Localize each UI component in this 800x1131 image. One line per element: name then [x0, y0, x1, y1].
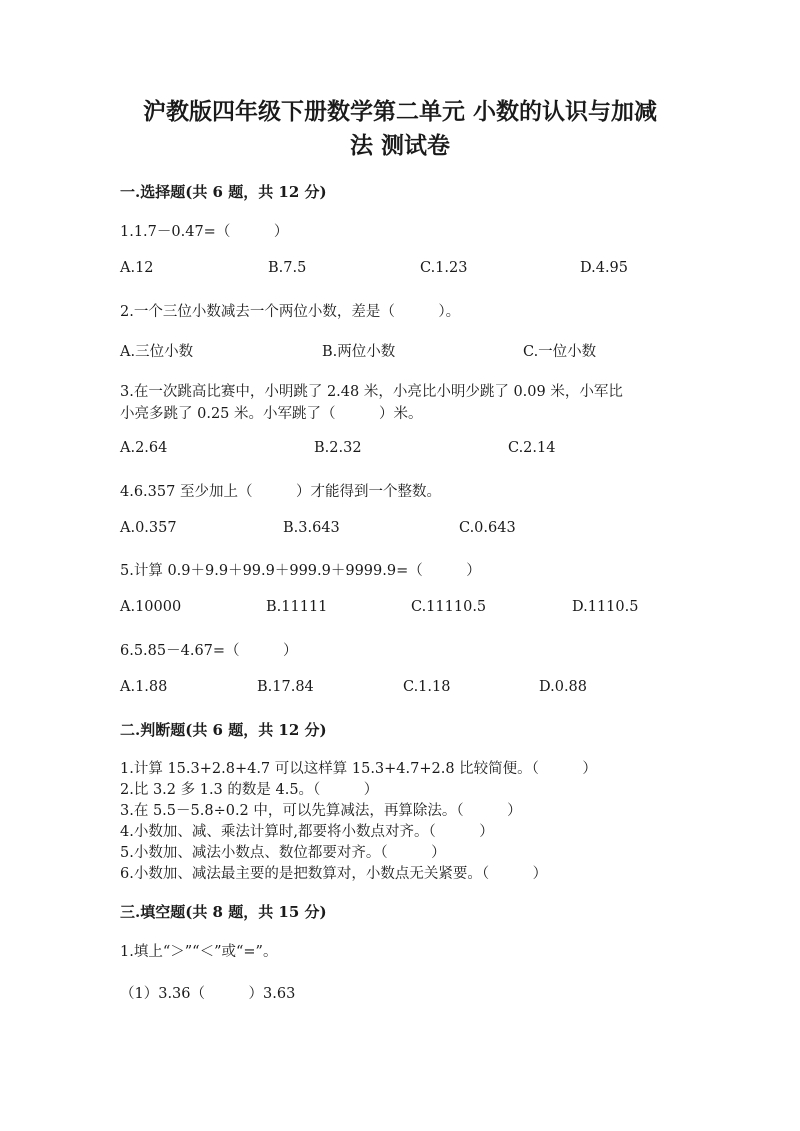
option-c: C.1.18 — [403, 679, 451, 695]
judgment-item: 3.在 5.5－5.8÷0.2 中，可以先算减法，再算除法。（ ） — [120, 803, 522, 819]
document-title-line1: 沪教版四年级下册数学第二单元 小数的认识与加减 — [142, 98, 657, 125]
option-d: D.0.88 — [539, 679, 588, 695]
option-c: C.一位小数 — [523, 344, 597, 360]
question-stem: 6.5.85－4.67=（ ） — [120, 643, 298, 659]
option-a: A.12 — [120, 260, 154, 276]
option-b: B.2.32 — [314, 440, 362, 456]
question-stem-continued: 小亮多跳了 0.25 米。小军跳了（ ）米。 — [120, 406, 423, 422]
sub-question: （1）3.36（ ）3.63 — [120, 986, 296, 1002]
section-heading-true-false: 二.判断题(共 6 题，共 12 分) — [120, 721, 327, 739]
option-a: A.0.357 — [120, 520, 177, 536]
option-a: A.2.64 — [120, 440, 168, 456]
judgment-item: 5.小数加、减法小数点、数位都要对齐。（ ） — [120, 845, 446, 861]
option-b: B.17.84 — [257, 679, 314, 695]
option-c: C.1.23 — [420, 260, 468, 276]
option-b: B.11111 — [266, 599, 328, 615]
judgment-item: 2.比 3.2 多 1.3 的数是 4.5。（ ） — [120, 782, 379, 798]
option-c: C.2.14 — [508, 440, 556, 456]
question-stem: 1.1.7－0.47=（ ） — [120, 224, 289, 240]
option-a: A.10000 — [120, 599, 182, 615]
document-title-line2: 法 测试卷 — [349, 132, 450, 159]
option-d: D.4.95 — [580, 260, 629, 276]
option-d: D.1110.5 — [572, 599, 639, 615]
question-stem: 2.一个三位小数减去一个两位小数，差是（ ）。 — [120, 304, 461, 320]
judgment-item: 4.小数加、减、乘法计算时,都要将小数点对齐。（ ） — [120, 824, 494, 840]
question-stem: 3.在一次跳高比赛中，小明跳了 2.48 米，小亮比小明少跳了 0.09 米，小军比 — [120, 384, 623, 400]
option-b: B.3.643 — [283, 520, 340, 536]
section-heading-fill-blank: 三.填空题(共 8 题，共 15 分) — [120, 903, 327, 921]
question-stem: 4.6.357 至少加上（ ）才能得到一个整数。 — [120, 484, 441, 500]
option-b: B.两位小数 — [322, 344, 396, 360]
option-b: B.7.5 — [268, 260, 307, 276]
section-heading-choice: 一.选择题(共 6 题，共 12 分) — [120, 183, 327, 201]
question-stem: 1.填上“＞”“＜”或“=”。 — [120, 944, 278, 960]
option-a: A.三位小数 — [120, 344, 194, 360]
judgment-item: 6.小数加、减法最主要的是把数算对，小数点无关紧要。（ ） — [120, 866, 548, 882]
option-a: A.1.88 — [120, 679, 168, 695]
question-stem: 5.计算 0.9＋9.9＋99.9＋999.9＋9999.9=（ ） — [120, 563, 481, 579]
option-c: C.11110.5 — [411, 599, 487, 615]
option-c: C.0.643 — [459, 520, 516, 536]
judgment-item: 1.计算 15.3+2.8+4.7 可以这样算 15.3+4.7+2.8 比较简便。（ ） — [120, 761, 597, 777]
